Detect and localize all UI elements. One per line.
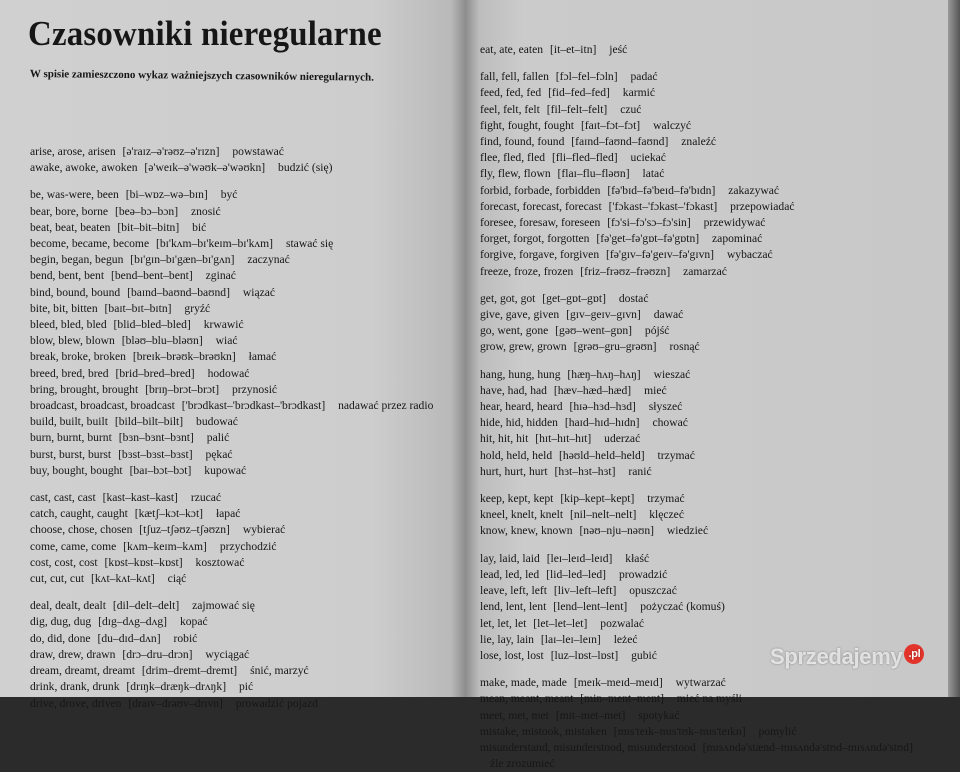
verb-pronunciation: [fɔl–fel–fɔln] [555, 70, 618, 84]
verb-forms: build, built, built [30, 415, 108, 429]
verb-pronunciation: [grəʊ–gru–grəʊn] [573, 340, 657, 354]
verb-forms: drive, drove, driven [30, 696, 122, 710]
verb-meaning: jeść [609, 43, 628, 56]
verb-forms: bleed, bled, bled [30, 318, 107, 332]
verb-entry [30, 349, 460, 365]
verb-meaning: przepowiadać [730, 199, 795, 213]
verb-meaning: wybaczać [726, 248, 773, 262]
verb-pronunciation: [brɪŋ–brɔt–brɔt] [145, 382, 220, 396]
verb-forms: find, found, found [480, 135, 565, 149]
verb-meaning: spotykać [638, 708, 680, 722]
verb-meaning: pić [238, 680, 254, 694]
verb-forms: forbid, forbade, forbidden [480, 183, 601, 197]
verb-meaning: znaleźć [681, 135, 717, 149]
verb-pronunciation: [kʌt–kʌt–kʌt] [91, 572, 155, 586]
verb-pronunciation: ['fɔkast–'fɔkast–'fɔkast] [608, 199, 718, 213]
verb-forms: leave, left, left [480, 584, 547, 598]
verb-forms: misunderstand, misunderstood, misunderstood [480, 740, 696, 754]
verb-pronunciation: [bɪ'kʌm–bɪ'keɪm–bɪ'kʌm] [156, 237, 274, 251]
verb-meaning: prowadzić [618, 567, 668, 581]
verb-entry [30, 204, 460, 220]
verb-forms: catch, caught, caught [30, 507, 128, 521]
verb-meaning: prowadzić pojazd [235, 696, 318, 710]
verb-pronunciation: [hæv–hæd–hæd] [553, 383, 632, 397]
verb-entry [480, 599, 950, 615]
book-edge [948, 0, 960, 697]
verb-meaning: trzymać [657, 448, 695, 462]
verb-forms: choose, chose, chosen [30, 523, 133, 537]
verb-forms: draw, drew, drawn [30, 647, 116, 661]
verb-pronunciation: [baɪt–bɪt–bɪtn] [104, 301, 172, 315]
verb-forms: cast, cast, cast [30, 491, 96, 505]
verb-meaning: powstawać [232, 145, 284, 158]
verb-forms: bind, bound, bound [30, 285, 121, 299]
verb-forms: give, gave, given [480, 308, 560, 322]
verb-pronunciation: [beə–bɔ–bɔn] [114, 204, 179, 218]
verb-pronunciation: [mɪsʌndə'stænd–mɪsʌndə'stʊd–mɪsʌndə'stʊd] [702, 740, 913, 754]
verb-pronunciation: [faɪnd–faʊnd–faʊnd] [571, 135, 669, 149]
verb-entry [480, 183, 950, 199]
verb-pronunciation: [gəʊ–went–gɒn] [555, 324, 632, 338]
verb-pronunciation: [leɪ–leɪd–leɪd] [546, 551, 613, 565]
verb-entry [30, 268, 460, 284]
verb-forms: mean, meant, meant [480, 692, 574, 706]
verb-entry [30, 679, 460, 695]
verb-meaning: gryźć [184, 301, 211, 315]
verb-forms: breed, bred, bred [30, 366, 109, 380]
watermark-text: Sprzedajemy [770, 644, 903, 669]
verb-pronunciation: [tʃuz–tʃəʊz–tʃəʊzn] [139, 523, 230, 537]
verb-pronunciation: [mɪs'teɪk–mɪs'tʊk–mɪs'teɪkn] [613, 724, 746, 738]
verb-meaning: uciekać [630, 151, 666, 165]
verb-entry [480, 616, 950, 632]
verb-forms: let, let, let [480, 616, 527, 630]
verb-forms: hide, hid, hidden [480, 416, 558, 430]
verb-pronunciation: [get–gɒt–gɒt] [542, 291, 606, 305]
verb-meaning: pozwalać [600, 616, 645, 630]
verb-entry [30, 522, 460, 538]
verb-pronunciation: [lid–led–led] [546, 567, 607, 581]
verb-pronunciation: [laɪ–leɪ–leɪn] [540, 632, 601, 646]
verb-pronunciation: [baɪnd–baʊnd–baʊnd] [127, 285, 230, 299]
verb-entry [480, 215, 950, 231]
verb-pronunciation: [blid–bled–bled] [113, 318, 191, 332]
verb-entry [480, 291, 950, 307]
verb-forms: beat, beat, beaten [30, 220, 111, 234]
verb-meaning: czuć [620, 102, 642, 116]
verb-entry [30, 398, 470, 414]
verb-meaning: zaczynać [247, 253, 290, 267]
verb-entry [30, 555, 460, 571]
verb-forms: eat, ate, eaten [480, 43, 544, 56]
verb-meaning: hodować [207, 366, 250, 380]
verb-pronunciation: [bi–wɒz–wə–bɪn] [125, 188, 208, 202]
verb-entry [480, 583, 950, 599]
verb-pronunciation: [baɪ–bɔt–bɔt] [129, 463, 192, 477]
verb-forms: make, made, made [480, 676, 567, 690]
verb-forms: lose, lost, lost [480, 648, 544, 662]
verb-forms: feel, felt, felt [480, 102, 540, 116]
verb-entry [30, 160, 460, 176]
verb-forms: become, became, become [30, 237, 150, 251]
verb-pronunciation: [drim–dremt–dremt] [141, 664, 238, 678]
verb-meaning: pożyczać (komuś) [640, 600, 725, 614]
verb-meaning: latać [642, 167, 665, 181]
verb-pronunciation: [dɪg–dʌg–dʌg] [98, 615, 168, 629]
verb-pronunciation: [fɔ'si–fɔ'sɔ–fɔ'sin] [607, 216, 691, 230]
verb-forms: bite, bit, bitten [30, 301, 98, 315]
verb-forms: begin, began, begun [30, 253, 124, 267]
verb-entry [480, 150, 950, 166]
verb-pronunciation: [meɪk–meɪd–meɪd] [573, 676, 663, 690]
verb-forms: hurt, hurt, hurt [480, 464, 548, 478]
verb-meaning: mieć na myśli [676, 692, 742, 706]
verb-pronunciation: [bɜst–bɜst–bɜst] [118, 447, 193, 461]
verb-pronunciation: [ə'raɪz–ə'rəʊz–ə'rɪzn] [122, 145, 220, 158]
verb-meaning: walczyć [653, 118, 692, 132]
verb-forms: go, went, gone [480, 324, 549, 338]
verb-forms: hit, hit, hit [480, 432, 529, 446]
verb-forms: arise, arose, arisen [30, 145, 116, 158]
verb-forms: meet, met, met [480, 708, 549, 722]
verb-meaning: wiać [215, 334, 238, 348]
verb-meaning: pękać [205, 447, 233, 461]
verb-forms: drink, drank, drunk [30, 680, 120, 694]
verb-pronunciation: [fə'bɪd–fə'beɪd–fə'bɪdn] [607, 183, 716, 197]
verb-pronunciation: [hɪə–hɜd–hɜd] [569, 400, 636, 414]
verb-meaning: dawać [653, 308, 684, 322]
verb-entry [30, 236, 460, 252]
verb-pronunciation: [bɪ'gɪn–bɪ'gæn–bɪ'gʌn] [130, 253, 235, 267]
verb-meaning: wiązać [242, 285, 276, 299]
verb-pronunciation: [fə'gɪv–fə'geɪv–fə'gɪvn] [606, 248, 715, 262]
verb-meaning: łamać [248, 350, 277, 364]
verb-pronunciation: [luz–lɒst–lɒst] [550, 648, 619, 662]
verb-meaning: wytwarzać [675, 676, 726, 690]
verb-forms: lend, lent, lent [480, 600, 547, 614]
verb-entry [480, 399, 950, 415]
verb-forms: broadcast, broadcast, broadcast [30, 399, 175, 413]
verb-entry [480, 166, 950, 182]
verb-pronunciation: [hæŋ–hʌŋ–hʌŋ] [567, 367, 641, 381]
verb-forms: forget, forgot, forgotten [480, 232, 590, 246]
verb-forms: grow, grew, grown [480, 340, 567, 354]
verb-entry [480, 464, 950, 480]
left-page [0, 0, 465, 710]
verb-pronunciation: [ə'weɪk–ə'wəʊk–ə'wəʊkn] [144, 161, 266, 175]
intro-text: W spisie zamieszczono wykaz ważniejszych czasowników nieregularnych. [29, 68, 374, 84]
verb-entry [480, 415, 950, 431]
verb-meaning: kłaść [625, 551, 650, 565]
verb-meaning: być [220, 188, 238, 202]
verb-entry [480, 367, 950, 383]
verb-entry [30, 366, 460, 382]
verb-pronunciation: [drɪŋk–dræŋk–drʌŋk] [126, 680, 227, 694]
verb-meaning: wiedzieć [666, 524, 709, 538]
verb-pronunciation: [bild–bilt–bilt] [114, 415, 184, 429]
verb-forms: burn, burnt, burnt [30, 431, 112, 445]
verb-meaning: słyszeć [648, 400, 683, 414]
verb-entry [30, 463, 460, 479]
verb-meaning: kosztować [195, 555, 245, 569]
verb-forms: fall, fell, fallen [480, 70, 549, 84]
verb-pronunciation: [fil–felt–felt] [546, 102, 608, 116]
verb-meaning: stawać się [285, 237, 334, 251]
verb-pronunciation: [mit–met–met] [555, 708, 626, 722]
verb-entry [480, 551, 950, 567]
verb-pronunciation: [friz–frəʊz–frəʊzn] [580, 264, 671, 278]
verb-list-left [30, 144, 460, 712]
verb-forms: feed, fed, fed [480, 86, 542, 100]
verb-entry [480, 102, 950, 118]
verb-entry [30, 490, 460, 506]
verb-entry [480, 339, 950, 355]
verb-forms: forgive, forgave, forgiven [480, 248, 600, 262]
verb-meaning: wyciągać [205, 647, 250, 661]
verb-meaning: bić [192, 220, 207, 234]
verb-pronunciation: [brid–bred–bred] [115, 366, 195, 380]
verb-entry [30, 506, 460, 522]
verb-meaning: łapać [215, 507, 241, 521]
verb-forms: fight, fought, fought [480, 118, 575, 132]
verb-entry [30, 447, 460, 463]
verb-pronunciation: [haɪd–hɪd–hɪdn] [564, 416, 640, 430]
verb-pronunciation: ['brɔdkast–'brɔdkast–'brɔdkast] [181, 399, 326, 413]
verb-meaning: nadawać przez radio [338, 399, 434, 413]
verb-entry [480, 231, 950, 247]
verb-forms: deal, dealt, dealt [30, 599, 106, 613]
verb-entry [30, 663, 460, 679]
verb-pronunciation: [kʌm–keɪm–kʌm] [123, 539, 207, 553]
verb-meaning: krwawić [203, 318, 244, 332]
verb-pronunciation: [breɪk–brəʊk–brəʊkn] [132, 350, 236, 364]
watermark [770, 644, 924, 670]
verb-entry [480, 323, 950, 339]
verb-forms: foresee, foresaw, foreseen [480, 216, 601, 230]
verb-pronunciation: [bend–bent–bent] [110, 269, 193, 283]
verb-pronunciation: [bit–bit–bitn] [117, 220, 180, 234]
verb-meaning: gubić [631, 648, 657, 662]
verb-forms: burst, burst, burst [30, 447, 112, 461]
verb-forms: freeze, froze, frozen [480, 264, 574, 278]
verb-pronunciation: [gɪv–geɪv–gɪvn] [566, 308, 641, 322]
verb-forms: bear, bore, borne [30, 204, 109, 218]
verb-meaning: uderzać [604, 432, 641, 446]
verb-entry [30, 317, 460, 333]
page-title: Czasowniki nieregularne [28, 14, 382, 53]
verb-forms: lie, lay, lain [480, 632, 534, 646]
verb-meaning: ranić [628, 464, 652, 478]
verb-meaning: zapominać [712, 232, 763, 246]
verb-forms: break, broke, broken [30, 350, 126, 364]
verb-entry [30, 333, 460, 349]
verb-forms: get, got, got [480, 291, 536, 305]
verb-pronunciation: [flaɪ–flu–fləʊn] [557, 167, 630, 181]
verb-forms: do, did, done [30, 631, 91, 645]
verb-pronunciation: [let–let–let] [533, 616, 588, 630]
verb-pronunciation: [draɪv–drəʊv–drɪvn] [128, 696, 223, 710]
verb-meaning: robić [173, 631, 198, 645]
verb-meaning: pójść [644, 324, 670, 338]
verb-entry [480, 383, 950, 399]
verb-entry [30, 598, 460, 614]
verb-entry [30, 647, 460, 663]
verb-forms: fly, flew, flown [480, 167, 551, 181]
verb-meaning: zginać [205, 269, 236, 283]
verb-pronunciation: [du–dɪd–dʌn] [97, 631, 161, 645]
verb-pronunciation: [hɜt–hɜt–hɜt] [554, 464, 616, 478]
verb-meaning: zakazywać [728, 183, 780, 197]
verb-forms: lay, laid, laid [480, 551, 540, 565]
verb-entry [480, 42, 950, 58]
verb-forms: awake, awoke, awoken [30, 161, 138, 175]
verb-entry [480, 724, 950, 740]
verb-entry [480, 448, 950, 464]
verb-forms: dream, dreamt, dreamt [30, 664, 135, 678]
verb-pronunciation: [kip–kept–kept] [560, 492, 635, 506]
verb-entry [30, 301, 460, 317]
verb-entry [30, 220, 460, 236]
verb-entry [30, 285, 460, 301]
verb-forms: flee, fled, fled [480, 151, 546, 165]
verb-meaning: dostać [618, 291, 649, 305]
verb-pronunciation: [faɪt–fɔt–fɔt] [580, 118, 641, 132]
verb-forms: come, came, come [30, 539, 117, 553]
verb-meaning: przynosić [232, 382, 278, 396]
verb-forms: mistake, mistook, mistaken [480, 724, 607, 738]
verb-meaning: pomylić [758, 724, 797, 738]
verb-meaning: leżeć [613, 632, 638, 646]
verb-entry [480, 69, 950, 85]
verb-entry [480, 431, 950, 447]
verb-pronunciation: [hɪt–hɪt–hɪt] [535, 432, 592, 446]
verb-forms: kneel, knelt, knelt [480, 508, 564, 522]
verb-meaning: znosić [190, 204, 221, 218]
verb-entry [30, 414, 460, 430]
verb-entry [30, 571, 460, 587]
verb-forms: hang, hung, hung [480, 367, 561, 381]
verb-entry [30, 631, 460, 647]
verb-entry [480, 247, 950, 263]
verb-pronunciation: [nil–nelt–nelt] [569, 508, 637, 522]
verb-entry [480, 708, 950, 724]
verb-entry [480, 264, 950, 280]
verb-meaning: rzucać [190, 491, 222, 505]
verb-entry [30, 696, 460, 712]
verb-entry [30, 382, 460, 398]
verb-meaning: źle zrozumieć [490, 757, 555, 771]
verb-meaning: palić [206, 431, 230, 445]
verb-meaning: klęczeć [649, 508, 684, 522]
verb-entry [30, 187, 460, 203]
verb-entry [30, 252, 460, 268]
verb-pronunciation: [həʊld–held–held] [559, 448, 645, 462]
verb-meaning: rosnąć [669, 340, 700, 354]
verb-meaning: wieszać [653, 367, 691, 381]
verb-forms: bend, bent, bent [30, 269, 105, 283]
verb-forms: be, was-were, been [30, 188, 119, 202]
verb-forms: cut, cut, cut [30, 572, 85, 586]
verb-entry [480, 567, 950, 583]
verb-entry [480, 675, 950, 691]
watermark-logo-icon: .pl [904, 644, 924, 664]
verb-pronunciation: [min–ment–ment] [580, 692, 664, 706]
verb-pronunciation: [fə'get–fə'gɒt–fə'gɒtn] [596, 232, 700, 246]
verb-entry [480, 491, 950, 507]
verb-forms: know, knew, known [480, 524, 573, 538]
verb-meaning: budzić (się) [278, 161, 333, 175]
verb-forms: hear, heard, heard [480, 400, 563, 414]
verb-meaning: przewidywać [703, 216, 766, 230]
verb-meaning: opuszczać [629, 584, 677, 598]
verb-meaning: przychodzić [219, 539, 277, 553]
verb-meaning: ciąć [167, 572, 187, 586]
verb-forms: hold, held, held [480, 448, 553, 462]
verb-meaning: mieć [644, 383, 667, 397]
verb-forms: keep, kept, kept [480, 492, 554, 506]
verb-pronunciation: [fli–fled–fled] [551, 151, 618, 165]
verb-meaning: karmić [622, 86, 655, 100]
verb-entry [480, 134, 950, 150]
verb-meaning: trzymać [647, 492, 685, 506]
verb-meaning: zamarzać [683, 264, 727, 278]
verb-meaning: kopać [179, 615, 208, 629]
verb-forms: dig, dug, dug [30, 615, 92, 629]
verb-entry [30, 144, 460, 160]
verb-pronunciation: [drɔ–dru–drɔn] [122, 647, 193, 661]
verb-forms: buy, bought, bought [30, 463, 123, 477]
verb-meaning: padać [630, 70, 658, 84]
verb-forms: forecast, forecast, forecast [480, 199, 602, 213]
verb-pronunciation: [kætʃ–kɔt–kɔt] [134, 507, 204, 521]
verb-entry [30, 430, 460, 446]
verb-entry [480, 507, 950, 523]
verb-pronunciation: [bɜn–bɜnt–bɜnt] [118, 431, 194, 445]
verb-entry [480, 740, 920, 772]
verb-meaning: budować [196, 415, 238, 429]
verb-meaning: kupować [204, 463, 247, 477]
verb-entry [480, 199, 950, 215]
verb-entry [30, 539, 460, 555]
verb-meaning: wybierać [242, 523, 286, 537]
verb-meaning: zajmować się [192, 599, 255, 613]
verb-pronunciation: [nəʊ–nju–nəʊn] [579, 524, 654, 538]
verb-pronunciation: [bləʊ–blu–bləʊn] [121, 334, 203, 348]
verb-forms: bring, brought, brought [30, 382, 139, 396]
verb-pronunciation: [liv–left–left] [553, 584, 617, 598]
verb-entry [480, 523, 950, 539]
verb-entry [30, 614, 460, 630]
verb-pronunciation: [dil–delt–delt] [112, 599, 180, 613]
verb-entry [480, 691, 950, 707]
verb-pronunciation: [lend–lent–lent] [553, 600, 628, 614]
verb-forms: lead, led, led [480, 567, 540, 581]
verb-forms: blow, blew, blown [30, 334, 115, 348]
verb-forms: cost, cost, cost [30, 555, 98, 569]
verb-pronunciation: [kɒst–kɒst–kɒst] [104, 555, 183, 569]
verb-meaning: chować [652, 416, 688, 430]
verb-pronunciation: [kast–kast–kast] [102, 491, 178, 505]
verb-pronunciation: [it–et–itn] [549, 43, 597, 56]
verb-forms: have, had, had [480, 383, 547, 397]
verb-entry [480, 307, 950, 323]
verb-entry [480, 118, 950, 134]
verb-meaning: śnić, marzyć [250, 664, 309, 678]
verb-entry [480, 85, 950, 101]
right-page [465, 0, 948, 771]
verb-pronunciation: [fid–fed–fed] [548, 86, 610, 100]
